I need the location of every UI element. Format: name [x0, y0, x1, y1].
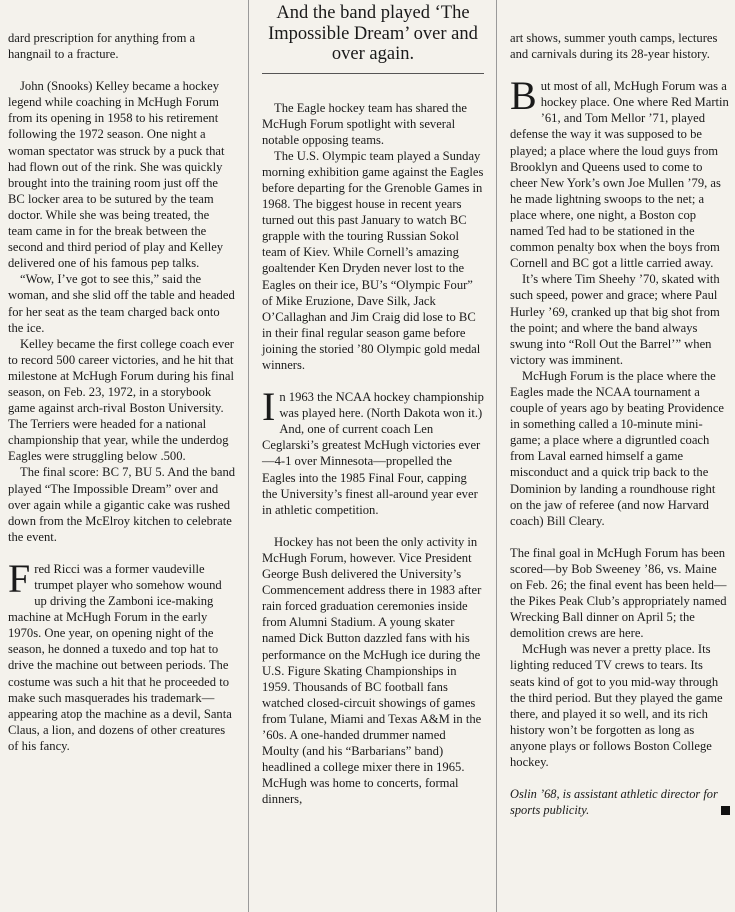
drop-cap: B: [510, 73, 537, 119]
paragraph-woman-quote: “Wow, I’ve got to see this,” said the woman, and she slid off the table and headed for her seat as the team charged back onto the ice.: [8, 272, 235, 335]
column-1: [8, 0, 236, 912]
byline-text: Oslin ’68, is assistant athletic director for sports publicity.: [510, 787, 718, 818]
paragraph-never-pretty: McHugh was never a pretty place. Its lighting reduced TV crews to tears. Its seats kind of got to you mid-way through the third period. But they played the game there, and played it so well, and its rich history won’t be forgotten as long as anyone plays or follows Boston College hockey.: [510, 642, 723, 770]
paragraph-continued: art shows, summer youth camps, lectures and carnivals during its 28-year history.: [510, 31, 718, 62]
column-3: [510, 0, 730, 912]
pull-quote: And the band played ‘The Impossible Dream’ over and over again.: [262, 0, 484, 74]
paragraph-hockey-place-text: ut most of all, McHugh Forum was a hockey place. One where Red Martin ’61, and Tom Mellor ’71, played defense the way it was supposed to be played; a place where the loud guys from Brooklyn and Queens used to come to cheer New York’s own Joe Mullen ’79, as he made lightning swoops to the net; a place where, one night, a Boston cop named Ted had to be stationed in the common penalty box when the boys from Cornell and BC got a little carried away.: [510, 79, 729, 271]
drop-cap: I: [262, 384, 276, 430]
paragraph-kelley: John (Snooks) Kelley became a hockey legend while coaching in McHugh Forum from its opening in 1958 to his retirement following the 1972 season. One night a woman spectator was struck by a puck that had flown out of the rink. She was quickly brought into the training room just off the BC locker area to be sutured by the team doctor. While she was being treated, the team came in for the break between the second and third period of play and Kelley delivered one of his famous pep talks.: [8, 79, 225, 271]
paragraph-continued: dard prescription for anything from a hangnail to a fracture.: [8, 31, 196, 62]
column-divider: [496, 0, 497, 912]
paragraph-hockey-place: [510, 73, 730, 271]
end-mark: [721, 806, 730, 815]
column-divider: [248, 0, 249, 912]
paragraph-final-goal: The final goal in McHugh Forum has been scored—by Bob Sweeney ’86, vs. Maine on Feb. 26; the final event has been held—the Pikes Peak Club’s appropriately named Wrecking Ball dinner on April 5; the demolition crews are here.: [510, 545, 727, 641]
paragraph-ricci-text: red Ricci was a former vaudeville trumpet player who somehow wound up driving the Zamboni ice-making machine at McHugh Forum in the early 1970s. One year, on opening night of the season, he donned a tuxedo and top hat to drive the machine out between periods. The costume was such a hit that he proceeded to make such masquerades his trademark—appearing atop the machine as a devil, Santa Claus, a lion, and dozens of other creatures of his fancy.: [8, 561, 232, 753]
author-byline: [510, 786, 730, 818]
paragraph-olympic: The U.S. Olympic team played a Sunday morning exhibition game against the Eagles before departing for the Grenoble Games in 1968. The biggest house in recent years turned out this past January to watch BC grapple with the touring Russian Sokol team of Kiev. While Cornell’s amazing goaltender Ken Dryden never lost to the Eagles on their ice, BU’s “Olympic Four” of Mike Eruzione, Dave Silk, Jack O’Callaghan and Jim Craig did lose to BC in their final regular season game before joining the storied ’80 Olympic gold medal winners.: [262, 148, 484, 372]
paragraph-opposing-teams: The Eagle hockey team has shared the McHugh Forum spotlight with several notable opposing teams.: [262, 100, 468, 147]
paragraph-final-score: The final score: BC 7, BU 5. And the band played “The Impossible Dream” over and over again while a gigantic cake was rushed down from the McElroy kitchen to celebrate the event.: [8, 465, 236, 544]
paragraph-ricci: [8, 555, 236, 754]
paragraph-ncaa-tournament: McHugh Forum is the place where the Eagles made the NCAA tournament a couple of years ago by beating Providence in something called a 10-minute mini-game; a place where a digruntled coach from Laval earned himself a game misconduct and a quick trip back to the Dominion by landing a roundhouse right on the jaw of referee (and now Harvard coach) Bill Cleary.: [510, 368, 725, 528]
paragraph-ncaa-1963: [262, 384, 484, 518]
column-2: [262, 0, 484, 912]
paragraph-ncaa-text: n 1963 the NCAA hockey championship was played here. (North Dakota won it.) And, one of current coach Len Ceglarski’s greatest McHugh victories ever—4-1 over Minnesota—propelled the Eagles into the 1985 Final Four, capping the University’s finest all-around year ever in athletic competition.: [262, 390, 484, 517]
paragraph-500-victories: Kelley became the first college coach ever to record 500 career victories, and he hit that milestone at McHugh Forum during his final season, on Feb. 23, 1972, in a storybook game against arch-rival Boston University. The Terriers were headed for a national championship that year, while the underdog Eagles were struggling below .500.: [8, 336, 234, 464]
drop-cap: F: [8, 555, 31, 601]
paragraph-sheehy: It’s where Tim Sheehy ’70, skated with such speed, power and grace; where Paul Hurley ’69, cranked up that big shot from the point; and where the band always swung into “Roll Out the Barrel’” when victory was imminent.: [510, 272, 720, 367]
paragraph-other-activities: Hockey has not been the only activity in McHugh Forum, however. Vice President George Bush delivered the University’s Commencement address there in 1983 after rain forced graduation ceremonies inside from Alumni Stadium. A young skater named Dick Button dazzled fans with his performance on the McHugh ice during the U.S. Figure Skating Championships in 1959. Thousands of BC football fans watched closed-circuit showings of games from Tulane, Miami and Texas A&M in the ’60s. A one-handed drummer named Moulty (and his “Barbarians” band) headlined a college mixer there in 1965. McHugh was home to concerts, formal dinners,: [262, 534, 482, 807]
